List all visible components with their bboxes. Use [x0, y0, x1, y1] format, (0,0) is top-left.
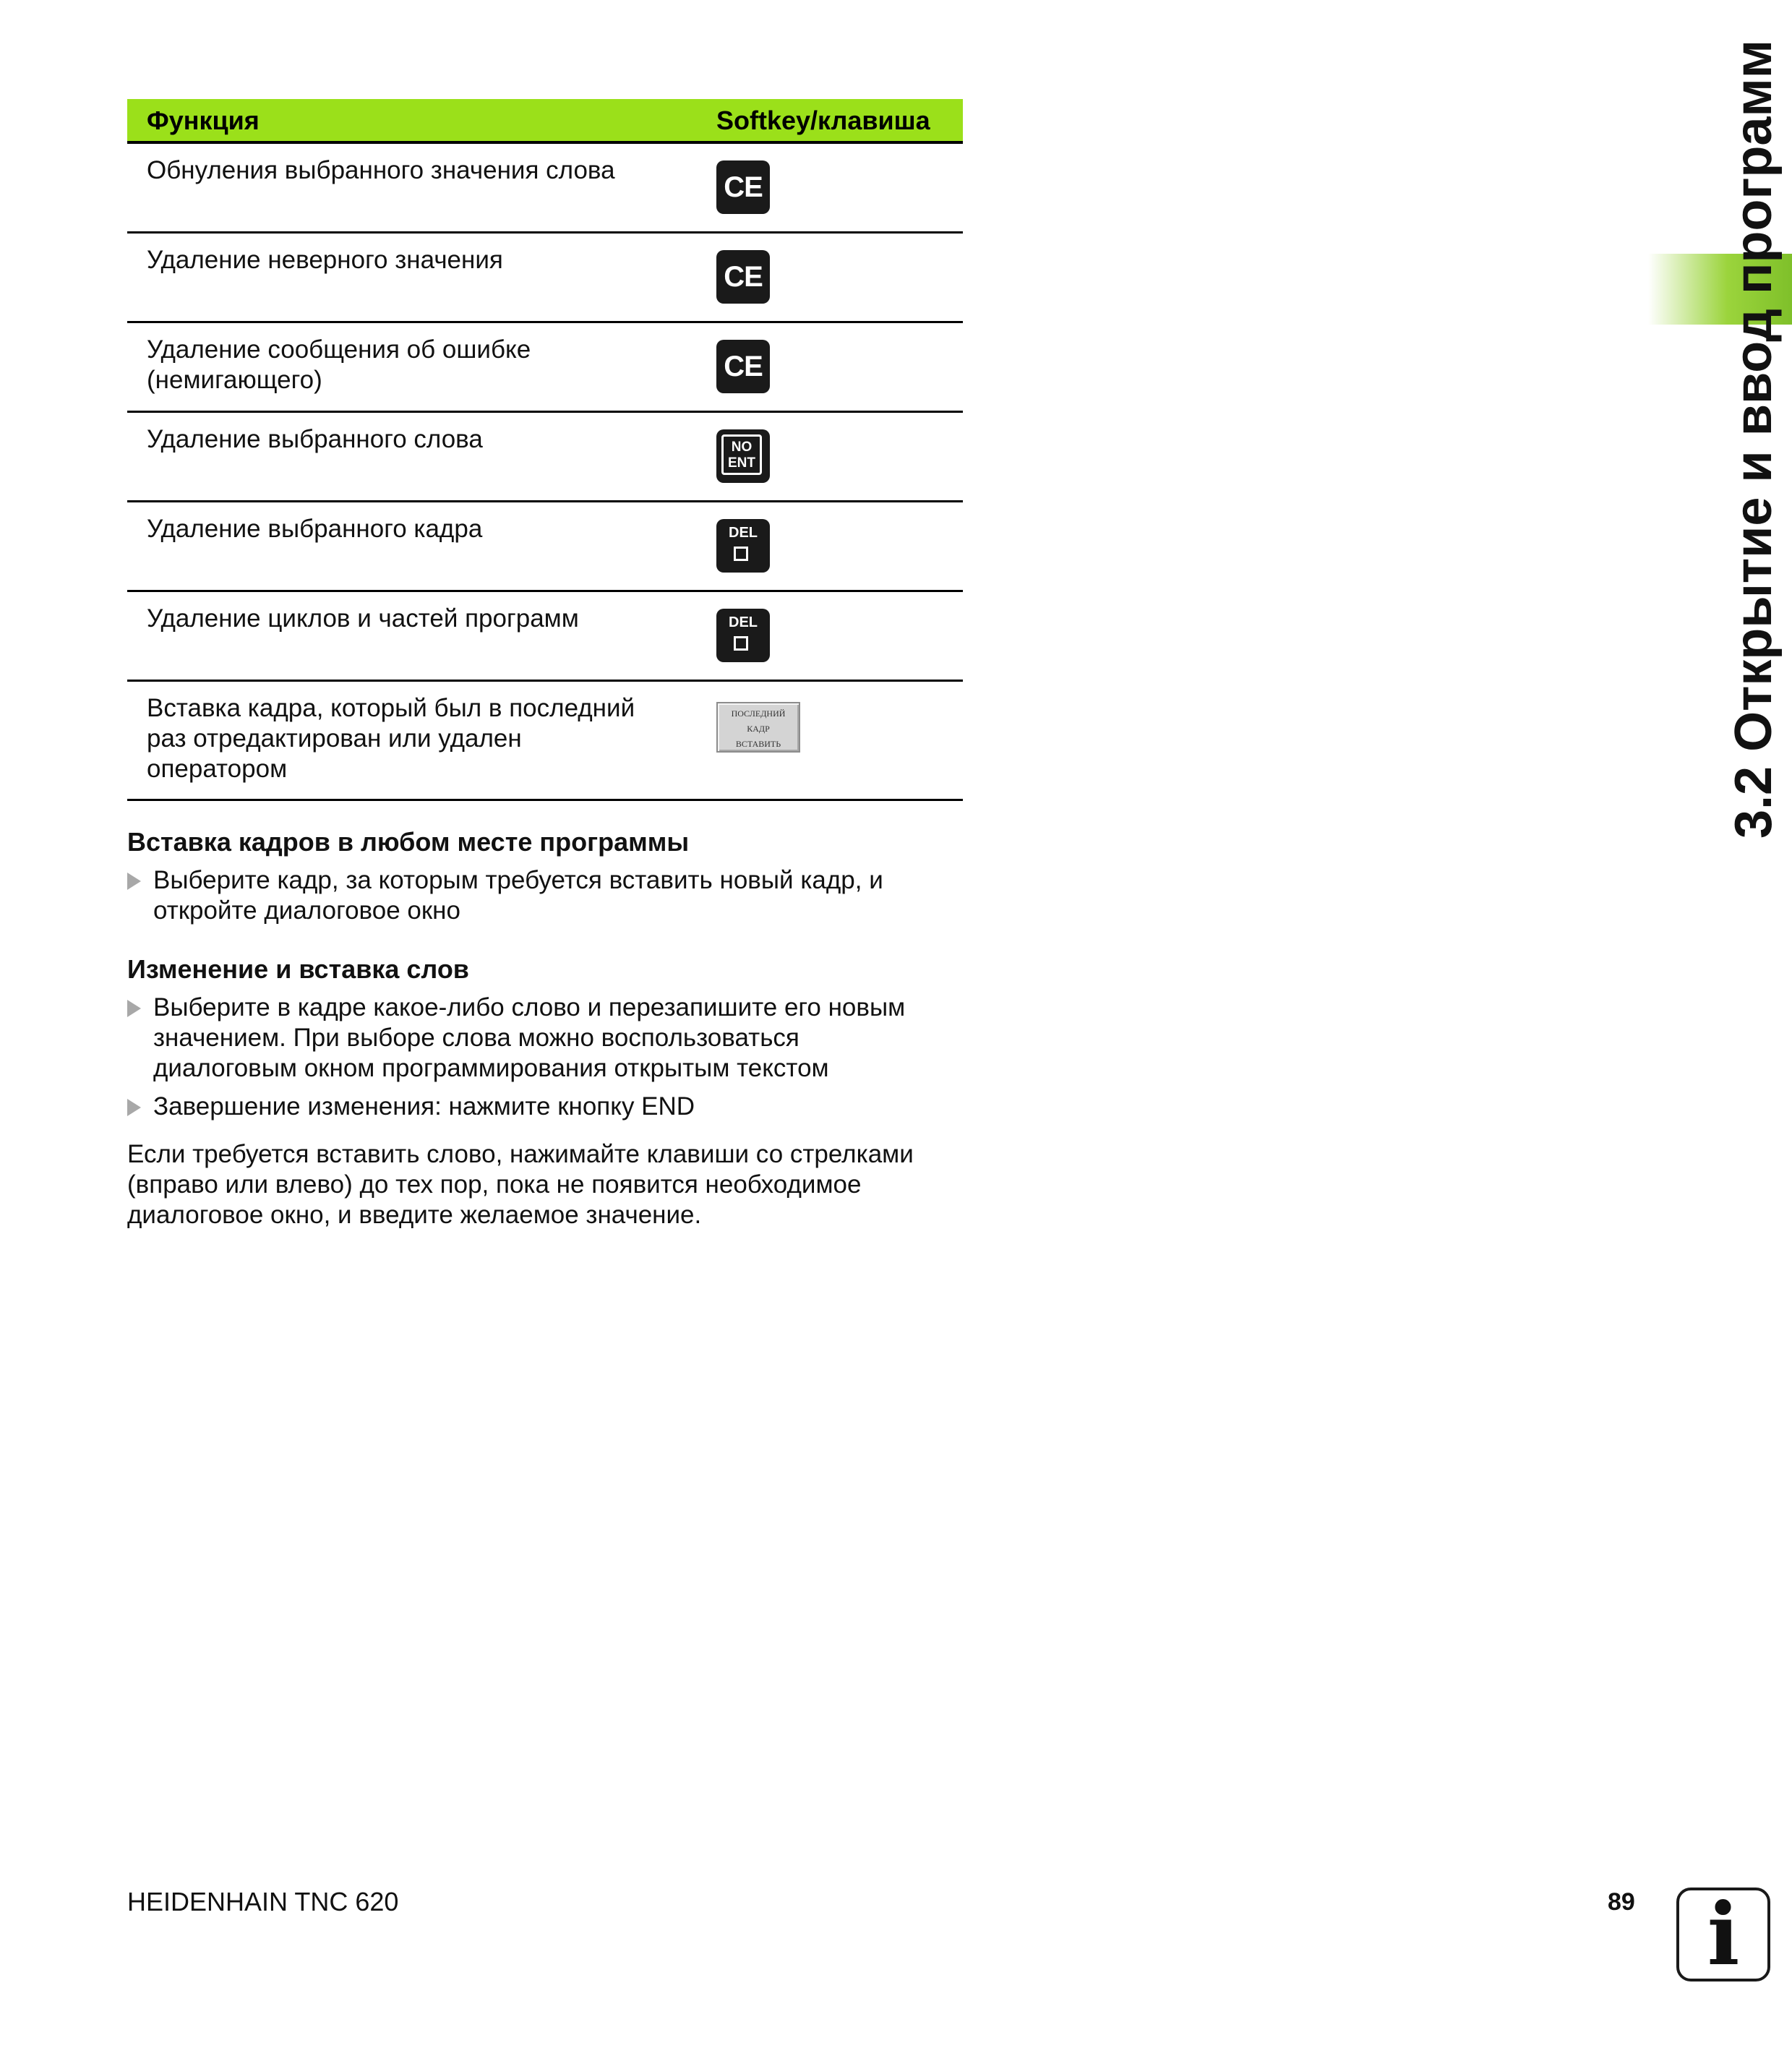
square-icon [734, 547, 748, 561]
square-icon [734, 636, 748, 651]
del-key-icon [716, 519, 770, 573]
ce-key-icon: CE [716, 340, 770, 393]
header-function: Функция [147, 106, 260, 135]
key-label: NO [731, 440, 753, 455]
footer-product-name: HEIDENHAIN TNC 620 [127, 1887, 399, 1916]
softkey-label: КАДР [747, 724, 770, 734]
triangle-bullet-icon [127, 873, 141, 890]
header-softkey: Softkey/клавиша [716, 106, 930, 135]
row-description: Удаление сообщения об ошибке (немигающего) [147, 335, 531, 394]
chapter-title: 3.2 Открытие и ввод программ [1725, 40, 1783, 839]
row-description: Удаление выбранного кадра [147, 515, 483, 543]
section-title-insert-blocks: Вставка кадров в любом месте программы [127, 827, 690, 857]
body-paragraph: Если требуется вставить слово, нажимайте клавиши со стрелками (вправо или влево) до тех пор, пока не появится необходимое диалоговое окно, и введите желаемое значение. [127, 1140, 914, 1229]
softkey-label: ПОСЛЕДНИЙ [731, 708, 786, 719]
triangle-bullet-icon [127, 1000, 141, 1017]
del-key-icon [716, 609, 770, 662]
row-description: Вставка кадра, который был в последний раз отредактирован или удален оператором [147, 694, 635, 783]
table-row [127, 413, 963, 502]
triangle-bullet-icon [127, 1099, 141, 1116]
bullet-item [127, 865, 966, 926]
bullet-item [127, 993, 966, 1084]
bullet-text: Выберите кадр, за которым требуется вставить новый кадр, и откройте диалоговое окно [153, 866, 883, 925]
info-icon [1676, 1884, 1770, 1984]
table-header [127, 99, 963, 144]
softkey-label: ВСТАВИТЬ [735, 739, 781, 749]
row-description: Удаление выбранного слова [147, 425, 483, 453]
table-row [127, 323, 963, 413]
row-description: Удаление неверного значения [147, 246, 503, 274]
row-description: Удаление циклов и частей программ [147, 604, 579, 633]
function-table [127, 99, 963, 801]
table-row [127, 682, 963, 801]
bullet-text: Завершение изменения: нажмите кнопку END [153, 1092, 695, 1121]
page-number: 89 [1608, 1888, 1635, 1916]
info-glyph: i [1707, 1884, 1740, 1984]
table-row [127, 144, 963, 233]
key-label: DEL [729, 525, 758, 541]
section-title-edit-words: Изменение и вставка слов [127, 954, 469, 984]
key-label: DEL [729, 614, 758, 630]
insert-last-block-softkey-icon [716, 702, 800, 753]
bullet-text: Выберите в кадре какое-либо слово и перезапишите его новым значением. При выборе слова можно воспользоваться диалоговым окном программирования открытым текстом [153, 993, 906, 1082]
ce-key-icon: CE [716, 250, 770, 304]
no-ent-key-icon [716, 429, 770, 483]
bullet-item [127, 1092, 966, 1122]
table-row [127, 592, 963, 682]
row-description: Обнуления выбранного значения слова [147, 156, 615, 184]
table-row [127, 233, 963, 323]
key-label: ENT [728, 455, 755, 471]
ce-key-icon: CE [716, 160, 770, 214]
table-row [127, 502, 963, 592]
